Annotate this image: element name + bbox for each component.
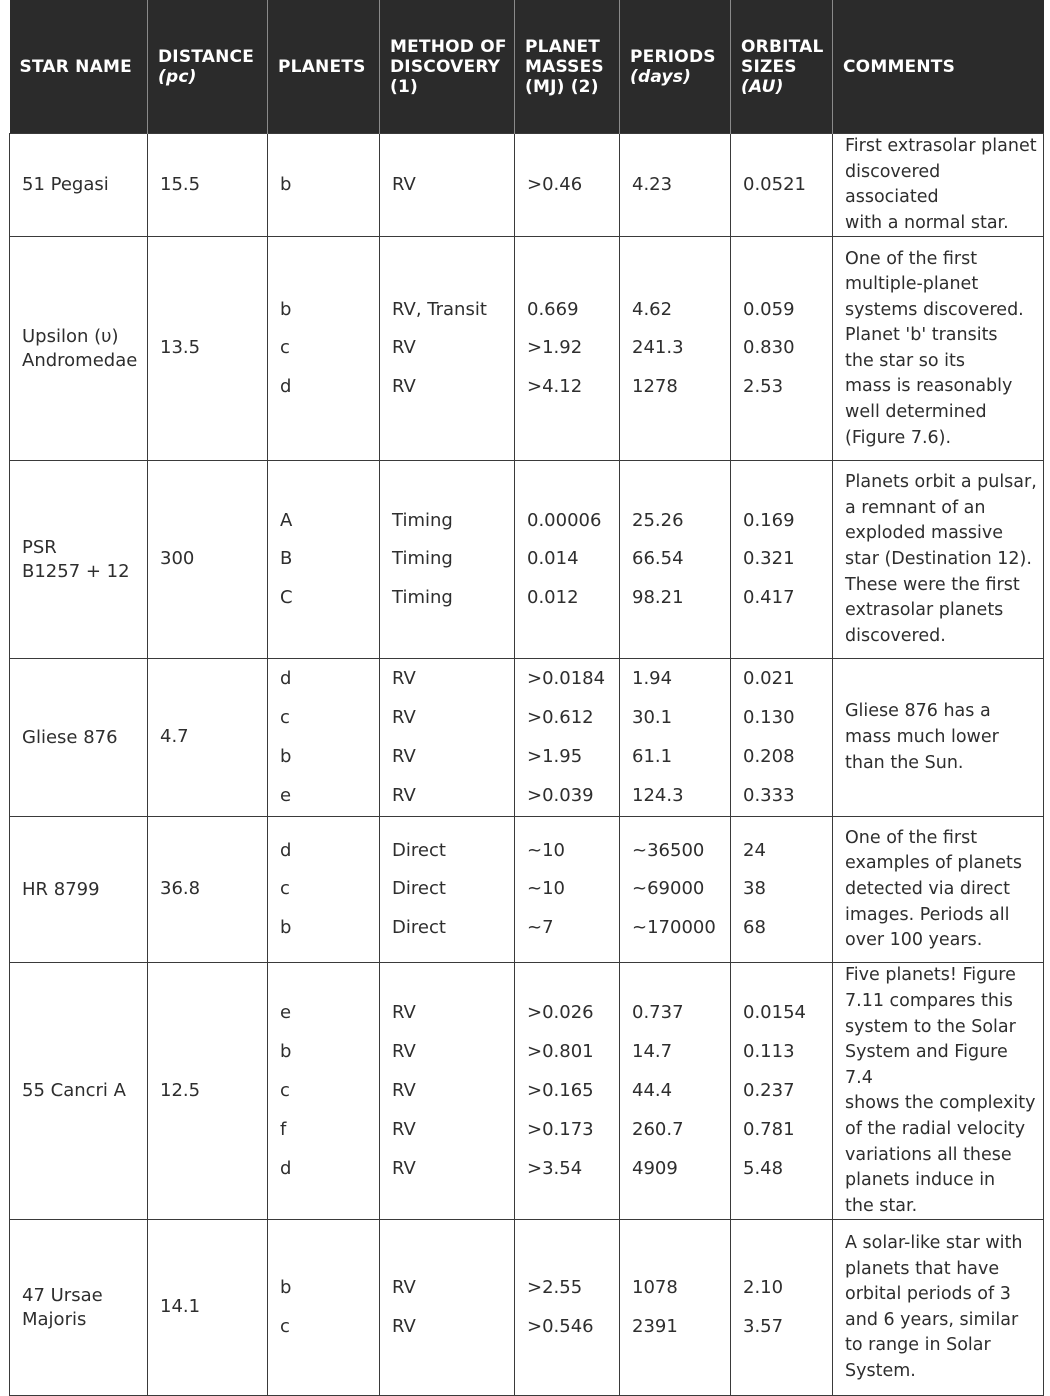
table-row	[10, 461, 1044, 659]
method-cell	[380, 963, 515, 1220]
cell-value: RV	[392, 1002, 416, 1024]
cell-value: 2.10	[743, 1277, 784, 1299]
cell-value: 12.5	[160, 1079, 201, 1101]
masses-cell	[515, 134, 620, 237]
comment-line: System and Figure 7.4	[845, 1042, 1008, 1088]
cell-value: RV	[392, 337, 416, 359]
header-masses: PLANET MASSES (MJ) (2)	[515, 0, 620, 134]
comment-line: extrasolar planets	[845, 600, 1004, 621]
distance-cell	[148, 1220, 268, 1396]
cell-value: Timing	[392, 587, 453, 609]
cell-value: B1257 + 12	[22, 560, 130, 582]
header-comments: COMMENTS	[833, 0, 1044, 134]
orbital-size-cell	[731, 461, 833, 659]
table-body	[10, 134, 1044, 1396]
masses-cell	[515, 1220, 620, 1396]
cell-value: Gliese 876	[22, 726, 118, 748]
cell-value: b	[280, 917, 292, 939]
cell-value: RV	[392, 376, 416, 398]
comment-cell	[833, 461, 1044, 659]
header-row	[10, 0, 1044, 134]
planets-cell	[268, 461, 380, 659]
table-row	[10, 134, 1044, 237]
cell-value: e	[280, 1002, 292, 1024]
comment-line: images. Periods all	[845, 904, 1010, 925]
comment-line: of the radial velocity	[845, 1118, 1026, 1139]
cell-value: 300	[160, 548, 195, 570]
planets-cell	[268, 659, 380, 817]
cell-value: e	[280, 784, 292, 806]
cell-value: PSR	[22, 536, 57, 558]
comment-line: Planet 'b' transits	[845, 325, 998, 346]
periods-cell	[620, 963, 731, 1220]
planets-cell	[268, 1220, 380, 1396]
header-method: METHOD OF DISCOVERY (1)	[380, 0, 515, 134]
distance-cell	[148, 461, 268, 659]
cell-value: 0.781	[743, 1118, 795, 1140]
cell-value: >1.92	[527, 337, 583, 359]
comment-line: A solar-like star with	[845, 1233, 1023, 1254]
header-periods: PERIODS (days)	[620, 0, 731, 134]
cell-value: Direct	[392, 839, 446, 861]
comment-line: multiple-planet	[845, 274, 979, 295]
cell-value: Timing	[392, 509, 453, 531]
masses-cell	[515, 237, 620, 461]
cell-value: >3.54	[527, 1157, 583, 1179]
comment-line: planets that have	[845, 1258, 1000, 1279]
distance-cell	[148, 134, 268, 237]
orbital-size-cell	[731, 1220, 833, 1396]
cell-value: >0.546	[527, 1315, 594, 1337]
comment-line: orbital periods of 3	[845, 1284, 1011, 1305]
cell-value: b	[280, 1277, 292, 1299]
comment-line: shows the complexity	[845, 1093, 1036, 1114]
cell-value: 0.130	[743, 707, 795, 729]
cell-value: d	[280, 376, 292, 398]
cell-value: >0.039	[527, 784, 594, 806]
cell-value: 98.21	[632, 587, 684, 609]
comment-line: Planets orbit a pulsar,	[845, 472, 1037, 493]
cell-value: 51 Pegasi	[22, 174, 109, 196]
cell-value: ~170000	[632, 917, 716, 939]
cell-value: 0.014	[527, 548, 579, 570]
masses-cell	[515, 659, 620, 817]
cell-value: 241.3	[632, 337, 684, 359]
cell-value: 61.1	[632, 745, 673, 767]
cell-value: RV	[392, 1079, 416, 1101]
masses-cell	[515, 461, 620, 659]
comment-line: One of the first	[845, 248, 978, 269]
cell-value: c	[280, 878, 290, 900]
comment-line: star (Destination 12).	[845, 549, 1032, 570]
cell-value: 0.0154	[743, 1002, 806, 1024]
cell-value: 15.5	[160, 173, 201, 195]
cell-value: >4.12	[527, 376, 583, 398]
cell-value: >0.173	[527, 1118, 594, 1140]
cell-value: 124.3	[632, 784, 684, 806]
comment-line: the star.	[845, 1195, 918, 1216]
comment-cell	[833, 817, 1044, 963]
orbital-size-cell	[731, 817, 833, 963]
cell-value: 36.8	[160, 878, 201, 900]
comment-line: system to the Solar	[845, 1016, 1016, 1037]
planets-cell	[268, 817, 380, 963]
cell-value: b	[280, 298, 292, 320]
cell-value: 4.62	[632, 298, 673, 320]
cell-value: >2.55	[527, 1277, 583, 1299]
table-row	[10, 817, 1044, 963]
cell-value: c	[280, 1079, 290, 1101]
cell-value: c	[280, 337, 290, 359]
comment-line: the star so its	[845, 350, 965, 371]
cell-value: RV, Transit	[392, 298, 487, 320]
periods-cell	[620, 659, 731, 817]
comment-line: mass much lower	[845, 727, 999, 748]
cell-value: Direct	[392, 878, 446, 900]
periods-cell	[620, 817, 731, 963]
method-cell	[380, 237, 515, 461]
method-cell	[380, 659, 515, 817]
planets-cell	[268, 963, 380, 1220]
cell-value: C	[280, 587, 293, 609]
distance-cell	[148, 659, 268, 817]
cell-value: Upsilon (υ)	[22, 325, 119, 347]
cell-value: 0.0521	[743, 173, 806, 195]
comment-line: detected via direct	[845, 879, 1010, 900]
star-name-cell	[10, 659, 148, 817]
cell-value: 14.7	[632, 1041, 673, 1063]
cell-value: 1.94	[632, 668, 673, 690]
cell-value: RV	[392, 1041, 416, 1063]
cell-value: d	[280, 839, 292, 861]
planets-cell	[268, 134, 380, 237]
comment-line: than the Sun.	[845, 752, 964, 773]
star-name-cell	[10, 817, 148, 963]
cell-value: 55 Cancri A	[22, 1080, 126, 1102]
cell-value: c	[280, 1315, 290, 1337]
cell-value: 25.26	[632, 509, 684, 531]
cell-value: >0.165	[527, 1079, 594, 1101]
cell-value: RV	[392, 668, 416, 690]
comment-cell	[833, 237, 1044, 461]
cell-value: c	[280, 707, 290, 729]
comment-line: discovered.	[845, 625, 946, 646]
cell-value: 0.417	[743, 587, 795, 609]
periods-cell	[620, 134, 731, 237]
cell-value: Majoris	[22, 1308, 87, 1330]
cell-value: 1278	[632, 376, 678, 398]
cell-value: 47 Ursae	[22, 1284, 103, 1306]
exoplanet-systems-table	[9, 0, 1043, 1380]
comment-line: to range in Solar	[845, 1335, 991, 1356]
comment-cell	[833, 659, 1044, 817]
cell-value: d	[280, 668, 292, 690]
comment-line: variations all these	[845, 1144, 1012, 1165]
cell-value: >1.95	[527, 745, 583, 767]
method-cell	[380, 134, 515, 237]
cell-value: A	[280, 509, 293, 531]
cell-value: 13.5	[160, 337, 201, 359]
cell-value: ~36500	[632, 839, 705, 861]
cell-value: >0.026	[527, 1002, 594, 1024]
comment-line: exploded massive	[845, 523, 1004, 544]
orbital-size-cell	[731, 963, 833, 1220]
table-row	[10, 659, 1044, 817]
cell-value: ~10	[527, 839, 565, 861]
comment-line: First extrasolar planet	[845, 136, 1037, 156]
comment-line: These were the first	[845, 574, 1020, 595]
table-row	[10, 963, 1044, 1220]
cell-value: 0.021	[743, 668, 795, 690]
cell-value: 0.113	[743, 1041, 795, 1063]
orbital-size-cell	[731, 134, 833, 237]
cell-value: 0.830	[743, 337, 795, 359]
cell-value: B	[280, 548, 293, 570]
comment-line: 7.11 compares this	[845, 990, 1013, 1011]
cell-value: >0.0184	[527, 668, 606, 690]
cell-value: ~69000	[632, 878, 705, 900]
cell-value: 0.169	[743, 509, 795, 531]
comment-line: over 100 years.	[845, 930, 983, 951]
comment-line: planets induce in	[845, 1170, 996, 1191]
star-name-cell	[10, 1220, 148, 1396]
cell-value: 0.208	[743, 745, 795, 767]
method-cell	[380, 1220, 515, 1396]
comment-line: System.	[845, 1361, 916, 1381]
comment-line: and 6 years, similar	[845, 1309, 1019, 1330]
cell-value: RV	[392, 1118, 416, 1140]
cell-value: 0.059	[743, 298, 795, 320]
cell-value: 3.57	[743, 1315, 784, 1337]
comment-line: discovered associated	[845, 161, 941, 208]
cell-value: 0.321	[743, 548, 795, 570]
comment-cell	[833, 1220, 1044, 1396]
cell-value: RV	[392, 1277, 416, 1299]
cell-value: Timing	[392, 548, 453, 570]
cell-value: RV	[392, 784, 416, 806]
cell-value: 44.4	[632, 1079, 673, 1101]
cell-value: 24	[743, 839, 766, 861]
comment-line: (Figure 7.6).	[845, 427, 952, 448]
cell-value: 0.012	[527, 587, 579, 609]
cell-value: 0.333	[743, 784, 795, 806]
cell-value: 1078	[632, 1277, 678, 1299]
header-distance: DISTANCE (pc)	[148, 0, 268, 134]
comment-line: well determined	[845, 402, 987, 423]
cell-value: 66.54	[632, 548, 684, 570]
header-planets: PLANETS	[268, 0, 380, 134]
cell-value: 260.7	[632, 1118, 684, 1140]
comment-line: Five planets! Figure	[845, 965, 1016, 986]
cell-value: >0.46	[527, 173, 583, 195]
cell-value: 4.7	[160, 726, 189, 748]
star-name-cell	[10, 134, 148, 237]
cell-value: RV	[392, 1315, 416, 1337]
comment-line: examples of planets	[845, 853, 1022, 874]
comment-line: systems discovered.	[845, 299, 1024, 320]
table-row	[10, 237, 1044, 461]
cell-value: b	[280, 1041, 292, 1063]
header-star-name: STAR NAME	[10, 0, 148, 134]
data-table	[9, 0, 1044, 1396]
cell-value: ~10	[527, 878, 565, 900]
cell-value: 0.237	[743, 1079, 795, 1101]
orbital-size-cell	[731, 659, 833, 817]
method-cell	[380, 817, 515, 963]
cell-value: 0.737	[632, 1002, 684, 1024]
header-orbital-sizes: ORBITAL SIZES (AU)	[731, 0, 833, 134]
cell-value: 2391	[632, 1315, 678, 1337]
star-name-cell	[10, 461, 148, 659]
cell-value: Direct	[392, 917, 446, 939]
masses-cell	[515, 963, 620, 1220]
cell-value: HR 8799	[22, 878, 100, 900]
method-cell	[380, 461, 515, 659]
comment-cell	[833, 963, 1044, 1220]
cell-value: 30.1	[632, 707, 673, 729]
distance-cell	[148, 817, 268, 963]
cell-value: d	[280, 1157, 292, 1179]
periods-cell	[620, 237, 731, 461]
distance-cell	[148, 963, 268, 1220]
cell-value: 4909	[632, 1157, 678, 1179]
table-row	[10, 1220, 1044, 1396]
orbital-size-cell	[731, 237, 833, 461]
periods-cell	[620, 1220, 731, 1396]
star-name-cell	[10, 237, 148, 461]
cell-value: 68	[743, 917, 766, 939]
masses-cell	[515, 817, 620, 963]
cell-value: >0.612	[527, 707, 594, 729]
cell-value: ~7	[527, 917, 554, 939]
cell-value: RV	[392, 1157, 416, 1179]
cell-value: b	[280, 173, 292, 195]
cell-value: Andromedae	[22, 349, 138, 371]
cell-value: RV	[392, 707, 416, 729]
cell-value: 14.1	[160, 1296, 201, 1318]
distance-cell	[148, 237, 268, 461]
comment-line: Gliese 876 has a	[845, 701, 991, 722]
comment-cell	[833, 134, 1044, 237]
cell-value: 0.669	[527, 298, 579, 320]
cell-value: RV	[392, 745, 416, 767]
cell-value: 2.53	[743, 376, 784, 398]
periods-cell	[620, 461, 731, 659]
cell-value: 5.48	[743, 1157, 784, 1179]
cell-value: f	[280, 1118, 287, 1140]
star-name-cell	[10, 963, 148, 1220]
cell-value: 0.00006	[527, 509, 602, 531]
cell-value: >0.801	[527, 1041, 594, 1063]
cell-value: RV	[392, 173, 416, 195]
comment-line: One of the first	[845, 827, 978, 848]
cell-value: 38	[743, 878, 766, 900]
comment-line: with a normal star.	[845, 212, 1009, 233]
comment-line: a remnant of an	[845, 497, 986, 518]
comment-line: mass is reasonably	[845, 376, 1013, 397]
cell-value: 4.23	[632, 173, 673, 195]
planets-cell	[268, 237, 380, 461]
cell-value: b	[280, 745, 292, 767]
